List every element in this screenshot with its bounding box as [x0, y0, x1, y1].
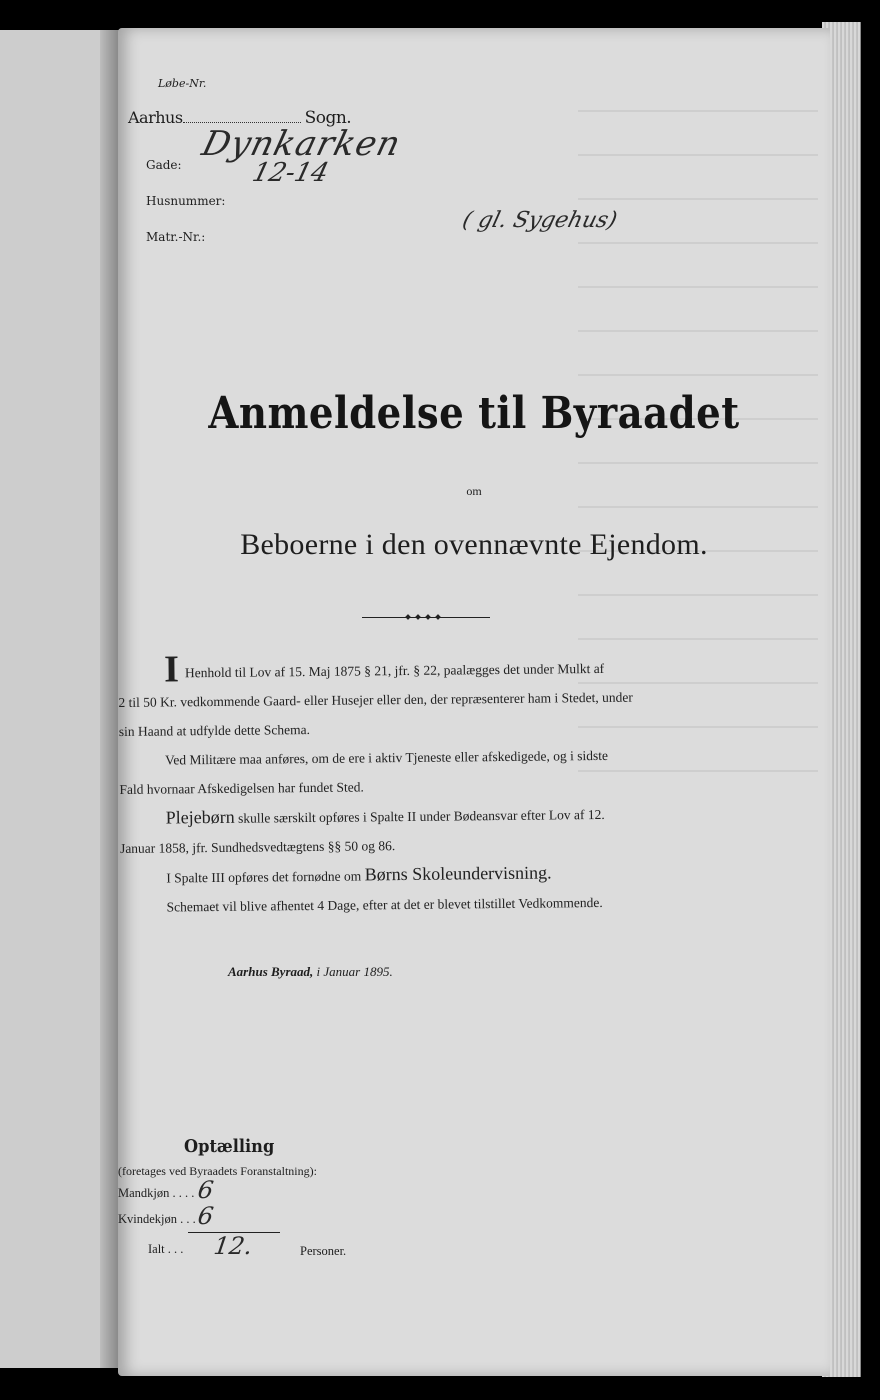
signature-date: i Januar 1895.: [316, 964, 393, 979]
signature-name: Aarhus Byraad,: [228, 964, 314, 979]
document-title: Anmeldelse til Byraadet: [208, 388, 740, 439]
skoleundervisning-emphasis: Børns Skoleundervisning.: [364, 862, 552, 885]
paragraph-2-line-2: Fald hvornaar Afskedigelsen har fundet Sted.: [119, 779, 364, 797]
paragraph-3-line-2: Januar 1858, jfr. Sundhedsvedtægtens §§ 50 og 86.: [119, 838, 396, 856]
count-title: Optælling: [184, 1136, 275, 1157]
ialt-row: [148, 1232, 255, 1260]
ornament-dot: [415, 614, 421, 620]
parish-dots: [183, 112, 301, 123]
matr-nr-label: Matr.-Nr.:: [146, 230, 206, 244]
paragraph-1-line-3: sin Haand at udfylde dette Schema.: [118, 721, 311, 739]
loebe-nr-label: Løbe-Nr.: [158, 77, 207, 90]
paragraph-1-line-1: I Henhold til Lov af 15. Maj 1875 § 21, jfr. § 22, paalægges det under Mulkt af: [163, 648, 605, 691]
plejeborn-emphasis: Plejebørn: [165, 806, 235, 828]
handwritten-house-number: 12-14: [249, 158, 332, 188]
kvindekjon-label: Kvindekjøn . . . .: [118, 1212, 203, 1226]
title-connector: om: [466, 484, 482, 498]
paragraph-5-line-1: Schemaet vil blive afhentet 4 Dage, efter at det er blevet tilstillet Vedkommende.: [166, 894, 603, 915]
city-label: Aarhus: [128, 108, 183, 127]
mandkjon-label: Mandkjøn . . . .: [118, 1186, 195, 1200]
kvindekjon-value: 6: [196, 1202, 216, 1230]
mandkjon-row: [118, 1176, 216, 1204]
ialt-label: Ialt . . .: [148, 1242, 184, 1256]
ornament-divider: [362, 614, 490, 622]
document-page: [118, 28, 830, 1376]
paragraph-4-line-1: I Spalte III opføres det fornødne om Børns Skoleundervisning.: [166, 862, 552, 886]
paragraph-2-line-1: Ved Militære maa anføres, om de ere i aktiv Tjeneste eller afskedigede, og i sidste: [165, 747, 609, 768]
count-subtitle: (foretages ved Byraadets Foranstaltning):: [118, 1164, 317, 1178]
handwritten-note: ( gl. Sygehus): [459, 208, 620, 233]
kvindekjon-row: [118, 1202, 216, 1230]
dropcap: I: [163, 648, 180, 691]
handwritten-street: Dynkarken: [198, 124, 406, 164]
instructions-text: [118, 649, 761, 922]
personer-label: Personer.: [300, 1244, 347, 1258]
ialt-value: 12.: [212, 1232, 255, 1260]
ornament-dot: [435, 614, 441, 620]
ornament-dot: [405, 614, 411, 620]
mandkjon-value: 6: [196, 1176, 216, 1204]
husnummer-label: Husnummer:: [146, 194, 226, 208]
signature-line: [228, 964, 393, 980]
sogn-label: Sogn.: [304, 108, 352, 128]
gade-label: Gade:: [146, 158, 182, 172]
document-subtitle: Beboerne i den ovennævnte Ejendom.: [240, 528, 708, 561]
paragraph-3-line-1: Plejebørn skulle særskilt opføres i Spalte II under Bødeansvar efter Lov af 12.: [165, 806, 605, 828]
paragraph-1-line-2: 2 til 50 Kr. vedkommende Gaard- eller Husejer eller den, der repræsenterer ham i Stedet, under: [118, 689, 633, 710]
ornament-dot: [425, 614, 431, 620]
